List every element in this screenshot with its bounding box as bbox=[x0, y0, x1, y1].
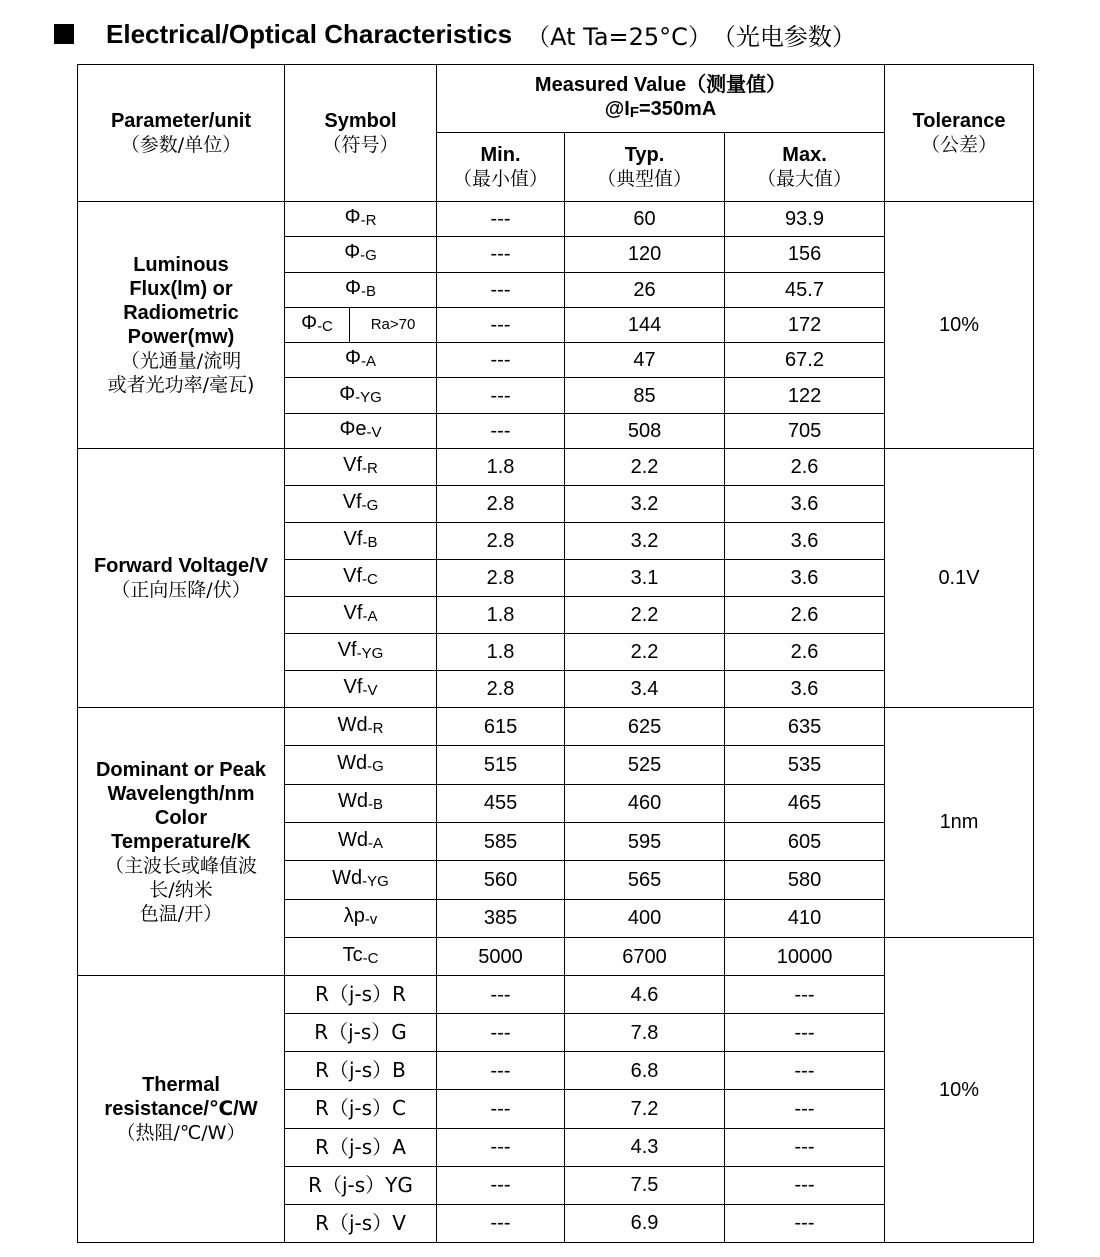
max-value-cell: 465 bbox=[725, 784, 885, 822]
max-value-cell: 535 bbox=[725, 746, 885, 784]
symbol-cell: $\Phi e_{-V}$ bbox=[285, 413, 437, 448]
min-value-cell: --- bbox=[437, 343, 565, 378]
max-value-cell: 3.6 bbox=[725, 671, 885, 708]
typ-value-cell: 60 bbox=[565, 202, 725, 237]
symbol-cell: $Wd_{-G}$ bbox=[285, 746, 437, 784]
min-value-cell: 1.8 bbox=[437, 597, 565, 634]
header-symbol: Symbol （符号） bbox=[285, 65, 437, 202]
max-value-cell: --- bbox=[725, 1128, 885, 1166]
max-value-cell: 93.9 bbox=[725, 202, 885, 237]
section-title bbox=[54, 16, 856, 52]
max-value-cell: 3.6 bbox=[725, 560, 885, 597]
parameter-group-label: Luminous Flux(lm) or Radiometric Power(mw) （光通量/流明 或者光功率/毫瓦) bbox=[78, 202, 285, 449]
title-condition: （At Ta=25°C） bbox=[526, 22, 712, 51]
typ-value-cell: 6.9 bbox=[565, 1204, 725, 1242]
typ-value-cell: 26 bbox=[565, 272, 725, 307]
header-parameter: Parameter/unit （参数/单位） bbox=[78, 65, 285, 202]
max-value-cell: 45.7 bbox=[725, 272, 885, 307]
min-value-cell: --- bbox=[437, 202, 565, 237]
typ-value-cell: 120 bbox=[565, 237, 725, 272]
typ-value-cell: 2.2 bbox=[565, 597, 725, 634]
max-value-cell: --- bbox=[725, 1052, 885, 1090]
min-value-cell: 385 bbox=[437, 899, 565, 937]
min-value-cell: 1.8 bbox=[437, 449, 565, 486]
symbol-cell: $Wd_{-R}$ bbox=[285, 708, 437, 746]
square-bullet-icon bbox=[54, 24, 74, 44]
header-max: Max. （最大值） bbox=[725, 133, 885, 202]
min-value-cell: --- bbox=[437, 307, 565, 342]
header-measured-value: Measured Value（测量值） $@I_F=350mA$ bbox=[437, 65, 885, 133]
symbol-cell: R（j-s）B bbox=[285, 1052, 437, 1090]
title-main: Electrical/Optical Characteristics bbox=[106, 18, 513, 49]
max-value-cell: 122 bbox=[725, 378, 885, 413]
typ-value-cell: 144 bbox=[565, 307, 725, 342]
max-value-cell: --- bbox=[725, 1204, 885, 1242]
typ-value-cell: 525 bbox=[565, 746, 725, 784]
tolerance-cell: 10% bbox=[885, 937, 1034, 1242]
min-value-cell: --- bbox=[437, 378, 565, 413]
symbol-cell: $Vf_{-YG}$ bbox=[285, 634, 437, 671]
min-value-cell: 2.8 bbox=[437, 523, 565, 560]
parameter-group-label: Dominant or Peak Wavelength/nm Color Temperature/K （主波长或峰值波 长/纳米 色温/开） bbox=[78, 708, 285, 976]
table-row bbox=[78, 708, 1034, 746]
symbol-cell: $\Phi_{-YG}$ bbox=[285, 378, 437, 413]
symbol-cell: $Wd_{-B}$ bbox=[285, 784, 437, 822]
symbol-cell: $Wd_{-A}$ bbox=[285, 822, 437, 860]
typ-value-cell: 508 bbox=[565, 413, 725, 448]
min-value-cell: 585 bbox=[437, 822, 565, 860]
max-value-cell: --- bbox=[725, 1090, 885, 1128]
min-value-cell: --- bbox=[437, 1052, 565, 1090]
characteristics-table bbox=[77, 64, 1034, 1243]
min-value-cell: 1.8 bbox=[437, 634, 565, 671]
max-value-cell: 67.2 bbox=[725, 343, 885, 378]
parameter-group-label: Thermal resistance/℃/W （热阻/℃/W） bbox=[78, 976, 285, 1243]
max-value-cell: 635 bbox=[725, 708, 885, 746]
max-value-cell: 3.6 bbox=[725, 486, 885, 523]
tolerance-cell: 10% bbox=[885, 202, 1034, 449]
max-value-cell: 580 bbox=[725, 861, 885, 899]
table-row bbox=[78, 202, 1034, 237]
min-value-cell: 455 bbox=[437, 784, 565, 822]
typ-value-cell: 4.6 bbox=[565, 976, 725, 1014]
min-value-cell: --- bbox=[437, 237, 565, 272]
min-value-cell: 2.8 bbox=[437, 486, 565, 523]
typ-value-cell: 2.2 bbox=[565, 634, 725, 671]
symbol-cell: $Vf_{-G}$ bbox=[285, 486, 437, 523]
symbol-cell: $\lambda p_{-v}$ bbox=[285, 899, 437, 937]
typ-value-cell: 595 bbox=[565, 822, 725, 860]
max-value-cell: --- bbox=[725, 1166, 885, 1204]
max-value-cell: 410 bbox=[725, 899, 885, 937]
typ-value-cell: 6700 bbox=[565, 937, 725, 975]
max-value-cell: 2.6 bbox=[725, 634, 885, 671]
symbol-cell: R（j-s）R bbox=[285, 976, 437, 1014]
min-value-cell: --- bbox=[437, 1014, 565, 1052]
min-value-cell: --- bbox=[437, 1204, 565, 1242]
symbol-cell: R（j-s）G bbox=[285, 1014, 437, 1052]
min-value-cell: 560 bbox=[437, 861, 565, 899]
min-value-cell: --- bbox=[437, 1090, 565, 1128]
min-value-cell: --- bbox=[437, 976, 565, 1014]
symbol-cell: $Wd_{-YG}$ bbox=[285, 861, 437, 899]
symbol-cell: $Vf_{-V}$ bbox=[285, 671, 437, 708]
min-value-cell: 2.8 bbox=[437, 671, 565, 708]
typ-value-cell: 47 bbox=[565, 343, 725, 378]
table-row bbox=[78, 449, 1034, 486]
typ-value-cell: 7.5 bbox=[565, 1166, 725, 1204]
max-value-cell: 2.6 bbox=[725, 597, 885, 634]
symbol-cell: $\Phi_{-A}$ bbox=[285, 343, 437, 378]
header-tolerance: Tolerance （公差） bbox=[885, 65, 1034, 202]
tolerance-cell: 0.1V bbox=[885, 449, 1034, 708]
typ-value-cell: 85 bbox=[565, 378, 725, 413]
typ-value-cell: 400 bbox=[565, 899, 725, 937]
typ-value-cell: 3.2 bbox=[565, 486, 725, 523]
symbol-cell: $\Phi_{-R}$ bbox=[285, 202, 437, 237]
min-value-cell: --- bbox=[437, 1128, 565, 1166]
typ-value-cell: 7.2 bbox=[565, 1090, 725, 1128]
header-min: Min. （最小值） bbox=[437, 133, 565, 202]
typ-value-cell: 625 bbox=[565, 708, 725, 746]
parameter-group-label: Forward Voltage/V （正向压降/伏） bbox=[78, 449, 285, 708]
symbol-cell: $Vf_{-A}$ bbox=[285, 597, 437, 634]
header-row bbox=[78, 65, 1034, 133]
min-value-cell: --- bbox=[437, 272, 565, 307]
symbol-cell: $\Phi_{-G}$ bbox=[285, 237, 437, 272]
symbol-cell: R（j-s）V bbox=[285, 1204, 437, 1242]
max-value-cell: 3.6 bbox=[725, 523, 885, 560]
symbol-cell: R（j-s）C bbox=[285, 1090, 437, 1128]
symbol-cell: $\Phi_{-C}$ bbox=[285, 307, 350, 342]
symbol-cell: $Tc_{-C}$ bbox=[285, 937, 437, 975]
max-value-cell: --- bbox=[725, 1014, 885, 1052]
tolerance-cell: 1nm bbox=[885, 708, 1034, 938]
min-value-cell: 2.8 bbox=[437, 560, 565, 597]
max-value-cell: 705 bbox=[725, 413, 885, 448]
typ-value-cell: 2.2 bbox=[565, 449, 725, 486]
symbol-cell: $Vf_{-B}$ bbox=[285, 523, 437, 560]
symbol-cell: $\Phi_{-B}$ bbox=[285, 272, 437, 307]
min-value-cell: --- bbox=[437, 1166, 565, 1204]
max-value-cell: 156 bbox=[725, 237, 885, 272]
symbol-cell: $Vf_{-C}$ bbox=[285, 560, 437, 597]
typ-value-cell: 3.4 bbox=[565, 671, 725, 708]
max-value-cell: 172 bbox=[725, 307, 885, 342]
symbol-cell: R（j-s）A bbox=[285, 1128, 437, 1166]
min-value-cell: --- bbox=[437, 413, 565, 448]
typ-value-cell: 460 bbox=[565, 784, 725, 822]
min-value-cell: 5000 bbox=[437, 937, 565, 975]
typ-value-cell: 6.8 bbox=[565, 1052, 725, 1090]
symbol-cell: $Vf_{-R}$ bbox=[285, 449, 437, 486]
typ-value-cell: 7.8 bbox=[565, 1014, 725, 1052]
max-value-cell: --- bbox=[725, 976, 885, 1014]
typ-value-cell: 565 bbox=[565, 861, 725, 899]
min-value-cell: 515 bbox=[437, 746, 565, 784]
typ-value-cell: 3.2 bbox=[565, 523, 725, 560]
typ-value-cell: 4.3 bbox=[565, 1128, 725, 1166]
symbol-note-cell: Ra>70 bbox=[350, 307, 437, 342]
max-value-cell: 2.6 bbox=[725, 449, 885, 486]
max-value-cell: 605 bbox=[725, 822, 885, 860]
typ-value-cell: 3.1 bbox=[565, 560, 725, 597]
max-value-cell: 10000 bbox=[725, 937, 885, 975]
symbol-cell: R（j-s）YG bbox=[285, 1166, 437, 1204]
header-typ: Typ. （典型值） bbox=[565, 133, 725, 202]
title-chinese: （光电参数） bbox=[711, 22, 856, 51]
min-value-cell: 615 bbox=[437, 708, 565, 746]
